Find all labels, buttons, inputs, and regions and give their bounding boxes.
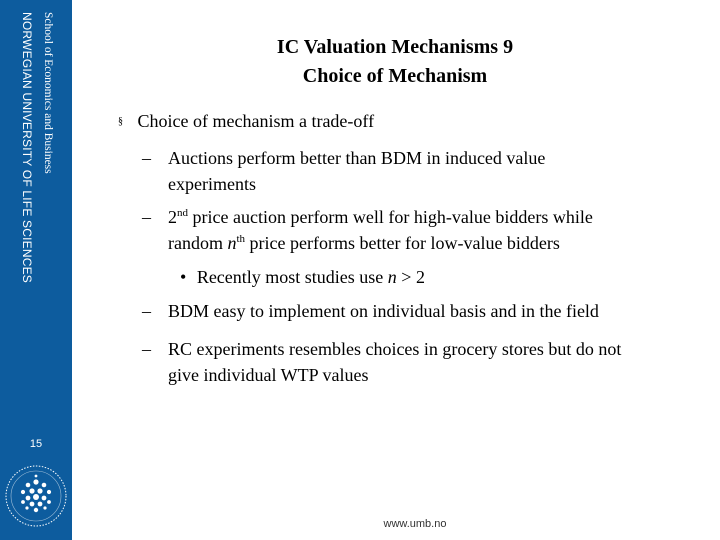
third-level-text (197, 267, 425, 287)
variable-n: n (387, 267, 397, 287)
sub-bullet-2-line-2-pre: random (168, 233, 228, 253)
bullet-main-text: Choice of mechanism a trade-off (137, 111, 375, 131)
variable-n: n (227, 233, 237, 253)
sub-bullet-1-line-2: experiments (168, 174, 256, 194)
sub-bullet-4-marker: – (142, 339, 151, 359)
title-line-2: Choice of Mechanism (302, 65, 488, 87)
sub-bullet-3-marker: – (142, 301, 151, 321)
bullet-main (118, 108, 374, 135)
ordinal-suffix: nd (177, 207, 188, 219)
sub-bullet-2-marker: – (142, 207, 151, 227)
sub-bullet-4-line-1: RC experiments resembles choices in grocery stores but do not (168, 339, 622, 359)
sub-bullet-2-line-1-text: price auction perform well for high-value bidders while (188, 207, 593, 227)
dot-bullet-icon: • (180, 267, 187, 287)
sub-bullet-2-line-2 (168, 230, 560, 256)
sub-bullet-2-line-1 (168, 204, 593, 230)
sub-bullet-1-line-1: Auctions perform better than BDM in induced value (168, 148, 546, 168)
sub-bullet-3-text: BDM easy to implement on individual basis and in the field (168, 301, 599, 321)
footer-url: www.umb.no (383, 518, 447, 530)
slide-title (150, 33, 640, 91)
slide-number: 15 (29, 438, 43, 450)
third-level-bullet (180, 264, 425, 290)
sub-bullet-4-line-2: give individual WTP values (168, 365, 369, 385)
university-name: NORWEGIAN UNIVERSITY OF LIFE SCIENCES (20, 12, 34, 284)
ordinal-suffix-th: th (236, 233, 246, 245)
sub-bullet-1-marker: – (142, 148, 151, 168)
title-line-1: IC Valuation Mechanisms 9 (276, 36, 514, 58)
sub-bullet-2-line-2-text: price performs better for low-value bidders (245, 233, 560, 253)
school-name: School of Economics and Business (42, 12, 54, 174)
third-level-pre: Recently most studies use (196, 267, 388, 287)
university-seal-icon (2, 462, 70, 530)
sidebar (0, 0, 72, 540)
square-bullet-icon: § (118, 116, 123, 127)
ordinal-number: 2 (168, 207, 177, 227)
third-level-rest: > 2 (396, 267, 425, 287)
